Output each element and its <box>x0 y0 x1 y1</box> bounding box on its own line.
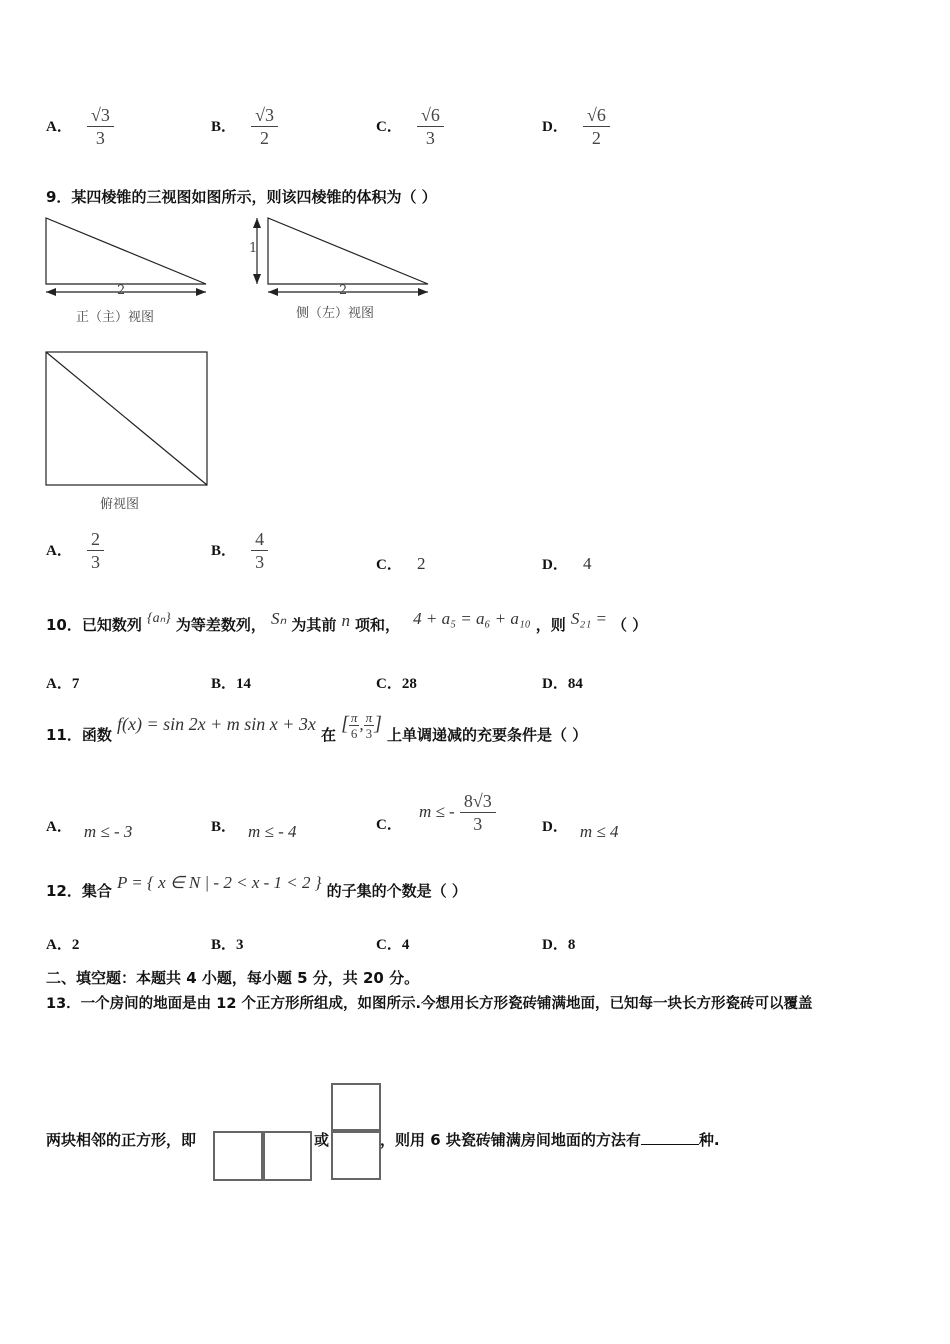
q11-stem: 11．函数 f(x) = sin 2x + m sin x + 3x 在 [ $\frac{\pi}{6}$ , $\frac{\pi}{3}$ ] 上单调递减的充要条件是（ ） <box>46 710 588 744</box>
option-value: 4 <box>401 937 410 953</box>
side-height-label: 1 <box>249 241 258 256</box>
option-letter: C． <box>376 676 402 692</box>
option-value: 2 <box>71 937 80 953</box>
q13-line2-a: 两块相邻的正方形，即 <box>46 1131 197 1149</box>
fraction <box>251 104 278 149</box>
denominator: 2 <box>260 128 270 148</box>
q9-option-c <box>376 553 425 574</box>
numerator: 2 <box>87 528 104 551</box>
option-value: 8 <box>567 937 576 953</box>
q10-text: 项和， <box>355 616 401 634</box>
q13-line1: 13．一个房间的地面是由 12 个正方形所组成，如图所示.今想用长方形瓷砖铺满地面，已知每一块长方形瓷砖可以覆盖 <box>46 996 813 1012</box>
option-letter: B． <box>211 119 237 135</box>
fraction <box>251 528 268 573</box>
arrow-up-icon <box>253 218 261 228</box>
s21-expr: S₂₁ = <box>570 609 607 628</box>
side-dim-label: 2 <box>339 283 348 298</box>
q10-option-a <box>46 672 79 693</box>
numerator: √3 <box>251 104 278 127</box>
q10-option-c <box>376 672 417 693</box>
sequence-expr: {aₙ} <box>146 611 171 626</box>
interval-bracket: [ <box>341 713 349 735</box>
q8-option-c <box>376 104 444 149</box>
option-value: 2 <box>416 554 426 573</box>
denominator: 3 <box>473 814 483 834</box>
denominator: 3 <box>90 552 100 572</box>
fraction <box>87 104 114 149</box>
q10-text: 10．已知数列 <box>46 616 142 634</box>
tile-vertical-figure <box>330 1082 382 1182</box>
option-letter: A． <box>46 819 72 835</box>
option-value: m ≤ 4 <box>579 822 619 841</box>
q9-option-a <box>46 528 104 573</box>
q11-text: 上单调递减的充要条件是（ ） <box>387 726 588 744</box>
set-expr: P = { x ∈ N | - 2 < x - 1 < 2 } <box>116 873 322 892</box>
q12-option-b <box>211 933 244 954</box>
top-view-caption: 俯视图 <box>100 497 140 512</box>
front-view-caption: 正（主）视图 <box>76 310 155 325</box>
function-expr: f(x) = sin 2x + m sin x + 3x <box>116 714 316 734</box>
fraction <box>460 790 496 835</box>
q10-text: ，则 <box>535 616 566 634</box>
option-value: 28 <box>401 676 417 692</box>
option-value: 3 <box>236 937 244 953</box>
arrow-right-icon <box>418 288 428 296</box>
option-prefix: m ≤ - <box>418 802 455 821</box>
interval-lower <box>349 710 360 741</box>
equation-expr: 4 + a₅ = a₆ + a₁₀ <box>413 609 531 628</box>
option-letter: B． <box>211 543 237 559</box>
option-value: m ≤ - 3 <box>83 822 133 841</box>
option-letter: C． <box>376 119 402 135</box>
option-letter: D． <box>542 819 568 835</box>
option-letter: D． <box>542 676 568 692</box>
arrow-left-icon <box>46 288 56 296</box>
option-letter: D． <box>542 937 568 953</box>
fraction <box>417 104 444 149</box>
fraction <box>583 104 610 149</box>
denominator: 3 <box>365 726 373 741</box>
numerator: √6 <box>417 104 444 127</box>
option-letter: A． <box>46 543 72 559</box>
option-value: 84 <box>567 676 583 692</box>
option-letter: C． <box>376 817 402 833</box>
numerator: π <box>350 710 358 725</box>
numerator: 4 <box>251 528 268 551</box>
q10-text: （ ） <box>612 616 648 634</box>
option-letter: B． <box>211 819 237 835</box>
interval-upper <box>364 710 375 741</box>
option-value: m ≤ - 4 <box>248 822 297 841</box>
q8-option-a <box>46 104 114 149</box>
option-letter: D． <box>542 557 568 573</box>
side-view-triangle <box>268 218 428 284</box>
fraction <box>87 528 104 573</box>
front-view-triangle <box>46 218 206 284</box>
denominator: 3 <box>425 128 435 148</box>
top-view-diagonal <box>46 352 207 485</box>
side-view-caption: 侧（左）视图 <box>296 306 375 321</box>
q11-option-d <box>542 815 619 841</box>
denominator: 2 <box>591 128 601 148</box>
n-expr: n <box>341 611 350 630</box>
q10-option-b <box>211 672 251 693</box>
option-letter: C． <box>376 937 402 953</box>
option-letter: A． <box>46 937 72 953</box>
numerator: π <box>365 710 373 725</box>
q12-option-a <box>46 933 79 954</box>
q13-text: ，则用 6 块瓷砖铺满房间地面的方法有 <box>380 1131 641 1149</box>
q13-text: 种. <box>698 1131 720 1149</box>
q12-option-d <box>542 933 575 954</box>
q8-option-b <box>211 104 278 149</box>
numerator: √6 <box>583 104 610 127</box>
section-heading: 二、填空题：本题共 4 小题，每小题 5 分，共 20 分。 <box>46 969 420 987</box>
q13-line2-or: 或 <box>314 1131 330 1149</box>
q9-option-b <box>211 528 268 573</box>
q10-text: 为等差数列， <box>175 616 266 634</box>
option-value: 7 <box>71 676 80 692</box>
arrow-right-icon <box>196 288 206 296</box>
denominator: 3 <box>255 552 265 572</box>
option-letter: D． <box>542 119 568 135</box>
option-value: 14 <box>236 676 252 692</box>
q9-option-d <box>542 553 591 574</box>
numerator: 8√3 <box>460 790 496 813</box>
option-letter: A． <box>46 119 72 135</box>
tile-horizontal-figure <box>212 1130 314 1182</box>
answer-blank[interactable] <box>641 1132 699 1145</box>
option-letter: C． <box>376 557 402 573</box>
q10-text: 为其前 <box>291 616 337 634</box>
q13-line2-rest <box>380 1129 720 1150</box>
q12-text: 12．集合 <box>46 882 112 900</box>
q11-option-a <box>46 815 133 841</box>
arrow-down-icon <box>253 274 261 284</box>
option-value: 4 <box>582 554 592 573</box>
q12-option-c <box>376 933 409 954</box>
q11-option-c <box>376 790 496 835</box>
front-dim-label: 2 <box>117 283 126 298</box>
q10-stem <box>46 609 648 635</box>
denominator: 6 <box>350 726 358 741</box>
option-letter: B． <box>211 676 237 692</box>
option-letter: B． <box>211 937 237 953</box>
option-letter: A． <box>46 676 72 692</box>
interval-bracket: ] <box>374 713 382 735</box>
q11-text: 在 <box>320 726 336 744</box>
q8-option-d <box>542 104 610 149</box>
q11-option-b <box>211 815 297 841</box>
q12-text: 的子集的个数是（ ） <box>326 882 467 900</box>
denominator: 3 <box>95 128 105 148</box>
q10-option-d <box>542 672 583 693</box>
arrow-left-icon <box>268 288 278 296</box>
numerator: √3 <box>87 104 114 127</box>
sum-expr: Sₙ <box>270 609 287 628</box>
q12-stem <box>46 872 467 900</box>
q9-stem: 9．某四棱锥的三视图如图所示，则该四棱锥的体积为（ ） <box>46 188 437 206</box>
q11-text: 11．函数 <box>46 726 112 744</box>
three-view-figure <box>40 212 460 512</box>
